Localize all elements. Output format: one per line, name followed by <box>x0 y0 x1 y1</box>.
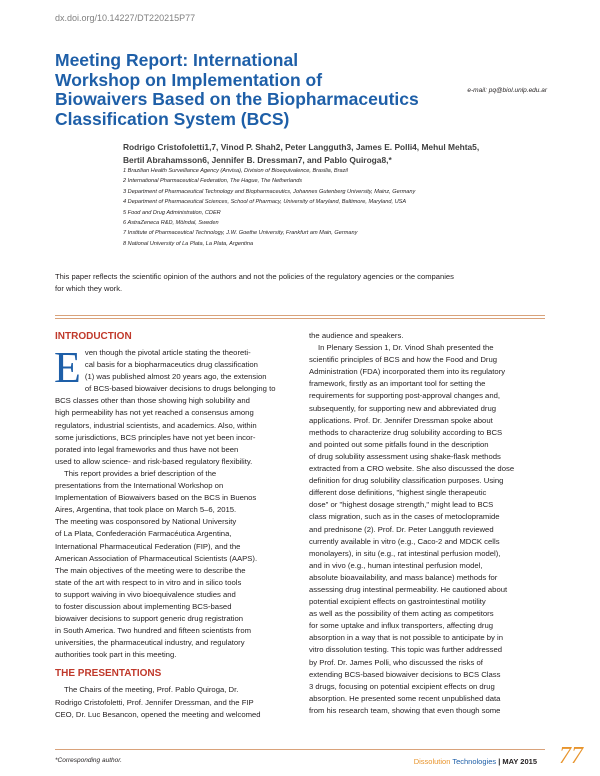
intro-line: This report provides a brief description of the <box>64 468 217 478</box>
affiliation-item: 7 Institute of Pharmaceutical Technology, J.W. Goethe University, Frankfurt am Main, Germany <box>123 230 358 237</box>
intro-line: Implementation of Biowaivers based on the BCS in Buenos <box>55 493 257 503</box>
page-number: 77 <box>559 743 583 769</box>
body-line: and prednisone (2). Prof. Dr. Peter Langguth reviewed <box>309 524 494 534</box>
intro-line: presentations from the International Workshop on <box>55 481 224 491</box>
intro-line: biowaiver decisions to support generic drug registration <box>55 614 244 624</box>
body-line: absorption in a way that is not possible to anticipate by in <box>309 633 504 643</box>
intro-line: state of the art with respect to in vitro and in silico tools <box>55 577 242 587</box>
body-line: definition for drug solubility classification purposes. Using <box>309 476 504 486</box>
introduction-heading: INTRODUCTION <box>55 331 132 342</box>
intro-line: authorities took part in this meeting. <box>55 650 177 660</box>
body-line: the audience and speakers. <box>309 331 404 340</box>
presentations-line: CEO, Dr. Luc Besancon, opened the meeting and welcomed <box>55 709 261 719</box>
author-line: Bertil Abrahamsson6, Jennifer B. Dressman7, and Pablo Quiroga8,* <box>123 154 392 165</box>
affiliation-item: 1 Brazilian Health Surveillance Agency (Anvisa), Division of Bioequivalence, Brasilia, Brazil <box>123 168 348 174</box>
intro-line: used to allow science- and risk-based regulatory flexibility. <box>55 456 253 466</box>
intro-line: cal basis for a biopharmaceutics drug classification <box>84 360 258 370</box>
presentations-heading: THE PRESENTATIONS <box>55 668 162 680</box>
contact-email[interactable]: e-mail: pq@biol.unlp.edu.ar <box>467 87 547 94</box>
intro-line: to support waiving in vivo bioequivalence studies and <box>55 589 236 599</box>
body-line: framework, firstly as an important tool for setting the <box>309 379 486 389</box>
issue-date: | MAY 2015 <box>498 757 537 766</box>
left-column <box>55 330 295 721</box>
corresponding-author-note: *Corresponding author. <box>55 757 122 764</box>
presentations-line: The Chairs of the meeting, Prof. Pablo Quiroga, Dr. <box>64 685 239 695</box>
intro-line: International Pharmaceutical Federation (FIP), and the <box>55 541 241 551</box>
body-line: and pointed out some pitfalls found in the description <box>309 439 489 449</box>
intro-line: The main objectives of the meeting were to describe the <box>55 565 246 575</box>
body-line: scientific principles of BCS and how the Food and Drug <box>309 355 498 365</box>
title-line: Classification System (BCS) <box>55 108 290 129</box>
intro-line: American Association of Pharmaceutical Scientists (AAPS). <box>55 553 258 563</box>
intro-line: porated into legal frameworks and thus have not been <box>55 444 239 454</box>
body-line: as well as the possibility of them acting as competitors <box>309 609 494 619</box>
intro-line: The meeting was cosponsored by National University <box>55 517 237 527</box>
body-line: applications. Prof. Dr. Jennifer Dressman spoke about <box>309 415 493 425</box>
footer-divider <box>55 749 545 750</box>
affiliation-item: 3 Department of Pharmaceutical Technology and Biopharmaceutics, Johannes Gutenberg University, Mainz, Germany <box>123 188 416 195</box>
body-line: potential excipient effects on gastrointestinal motility <box>309 597 486 607</box>
intro-line: in South America. Two hundred and fifteen scientists from <box>55 626 251 636</box>
body-line: dose" or "highest dosage strength," might lead to BCS <box>309 500 494 510</box>
body-line: for some uptake and influx transporters, affecting drug <box>309 621 494 631</box>
affiliation-item: 6 AstraZeneca R&D, Mölndal, Sweden <box>123 220 219 227</box>
body-line: subsequently, for supporting new and abbreviated drug <box>309 403 497 413</box>
section-divider <box>55 315 545 316</box>
body-line: vitro dissolution testing. This topic was further addressed <box>309 645 502 655</box>
body-line: requirements for supporting post-approval changes and, <box>309 391 501 401</box>
body-line: In Plenary Session 1, Dr. Vinod Shah presented the <box>318 343 494 353</box>
affiliation-item: 8 National University of La Plata, La Plata, Argentina <box>123 240 254 247</box>
affiliation-item: 5 Food and Drug Administration, CDER <box>123 209 221 216</box>
body-line: different dose definitions, "highest single therapeutic <box>309 488 487 498</box>
title-line: Meeting Report: International <box>55 50 299 70</box>
title-line: Biowaivers Based on the Biopharmaceutics <box>55 89 419 109</box>
right-column <box>309 330 549 717</box>
body-line: class migration, such as in the cases of metoclopramide <box>309 512 500 522</box>
intro-line: BCS classes other than those showing high solubility and <box>55 396 250 406</box>
disclaimer <box>55 271 545 295</box>
intro-line: high permeability has not yet reached a consensus among <box>55 408 254 418</box>
disclaimer-line: for which they work. <box>55 283 123 293</box>
body-line: currently available in vitro (e.g., Caco-2 and MDCK cells <box>309 536 500 546</box>
section-divider <box>55 318 545 319</box>
presentations-line: Rodrigo Cristofoletti, Prof. Jennifer Dressman, and the FIP <box>55 697 254 707</box>
intro-line: of BCS-based biowaiver decisions to drugs belonging to <box>84 384 276 394</box>
intro-line: some jurisdictions, BCS principles have not yet been incor- <box>55 432 256 442</box>
intro-line: (1) was published almost 20 years ago, the extension <box>84 372 267 382</box>
body-line: absolute bioavailability, and mass balance) methods for <box>309 572 498 582</box>
intro-line: Aires, Argentina, that took place on March 5–6, 2015. <box>55 505 237 515</box>
author-list <box>123 141 543 166</box>
journal-name-part: Technologies <box>452 757 497 766</box>
body-line: absorption. He presented some recent unpublished data <box>309 693 501 703</box>
intro-line: universities, the pharmaceutical industry, and regulatory <box>55 638 245 648</box>
author-line: Rodrigo Cristofoletti1,7, Vinod P. Shah2, Peter Langguth3, James E. Polli4, Mehul Mehta5, <box>123 142 480 152</box>
intro-line: ven though the pivotal article stating the theoreti- <box>84 348 251 357</box>
body-line: Administration (FDA) incorporated them into its regulatory <box>309 367 506 377</box>
affiliation-list <box>123 166 415 249</box>
journal-name-part: Dissolution <box>413 757 451 766</box>
affiliation-item: 2 International Pharmaceutical Federation, The Hague, The Netherlands <box>123 178 303 185</box>
body-line: from his research team, showing that even though some <box>309 705 501 715</box>
body-line: of drug solubility assessment using shake-flask methods <box>309 451 501 461</box>
body-line: by Prof. Dr. James Polli, who discussed the risks of <box>309 657 483 667</box>
title-line: Workshop on Implementation of <box>55 69 323 90</box>
body-line: 3 drugs, focusing on potential excipient effects on drug <box>309 681 495 691</box>
intro-line: to foster discussion about implementing BCS-based <box>55 601 232 611</box>
disclaimer-line: This paper reflects the scientific opinion of the authors and not the policies of the regulatory agencies or the companies <box>55 272 454 281</box>
drop-cap: E <box>54 343 81 392</box>
body-line: methods to characterize drug solubility according to BCS <box>309 427 503 437</box>
body-line: extending BCS-based biowaiver decisions to BCS Class <box>309 669 501 679</box>
journal-footer <box>414 757 537 766</box>
intro-line: regulators, industrial scientists, and academics. Also, within <box>55 420 257 430</box>
body-line: extracted from a CRO website. She also discussed the dose <box>309 464 515 474</box>
body-line: assessing drug intestinal permeability. He cautioned about <box>309 584 508 594</box>
body-line: monolayers), in situ (e.g., rat intestinal perfusion model), <box>309 548 501 558</box>
intro-line: of La Plata, Confederación Farmacéutica Argentina, <box>55 529 232 539</box>
body-line: and in vivo (e.g., human intestinal perfusion model, <box>309 560 483 570</box>
article-title <box>55 50 419 129</box>
affiliation-item: 4 Department of Pharmaceutical Sciences, School of Pharmacy, University of Maryland, Baltimore, Maryland, USA <box>123 199 407 206</box>
doi-link[interactable]: dx.doi.org/10.14227/DT220215P77 <box>55 13 196 23</box>
